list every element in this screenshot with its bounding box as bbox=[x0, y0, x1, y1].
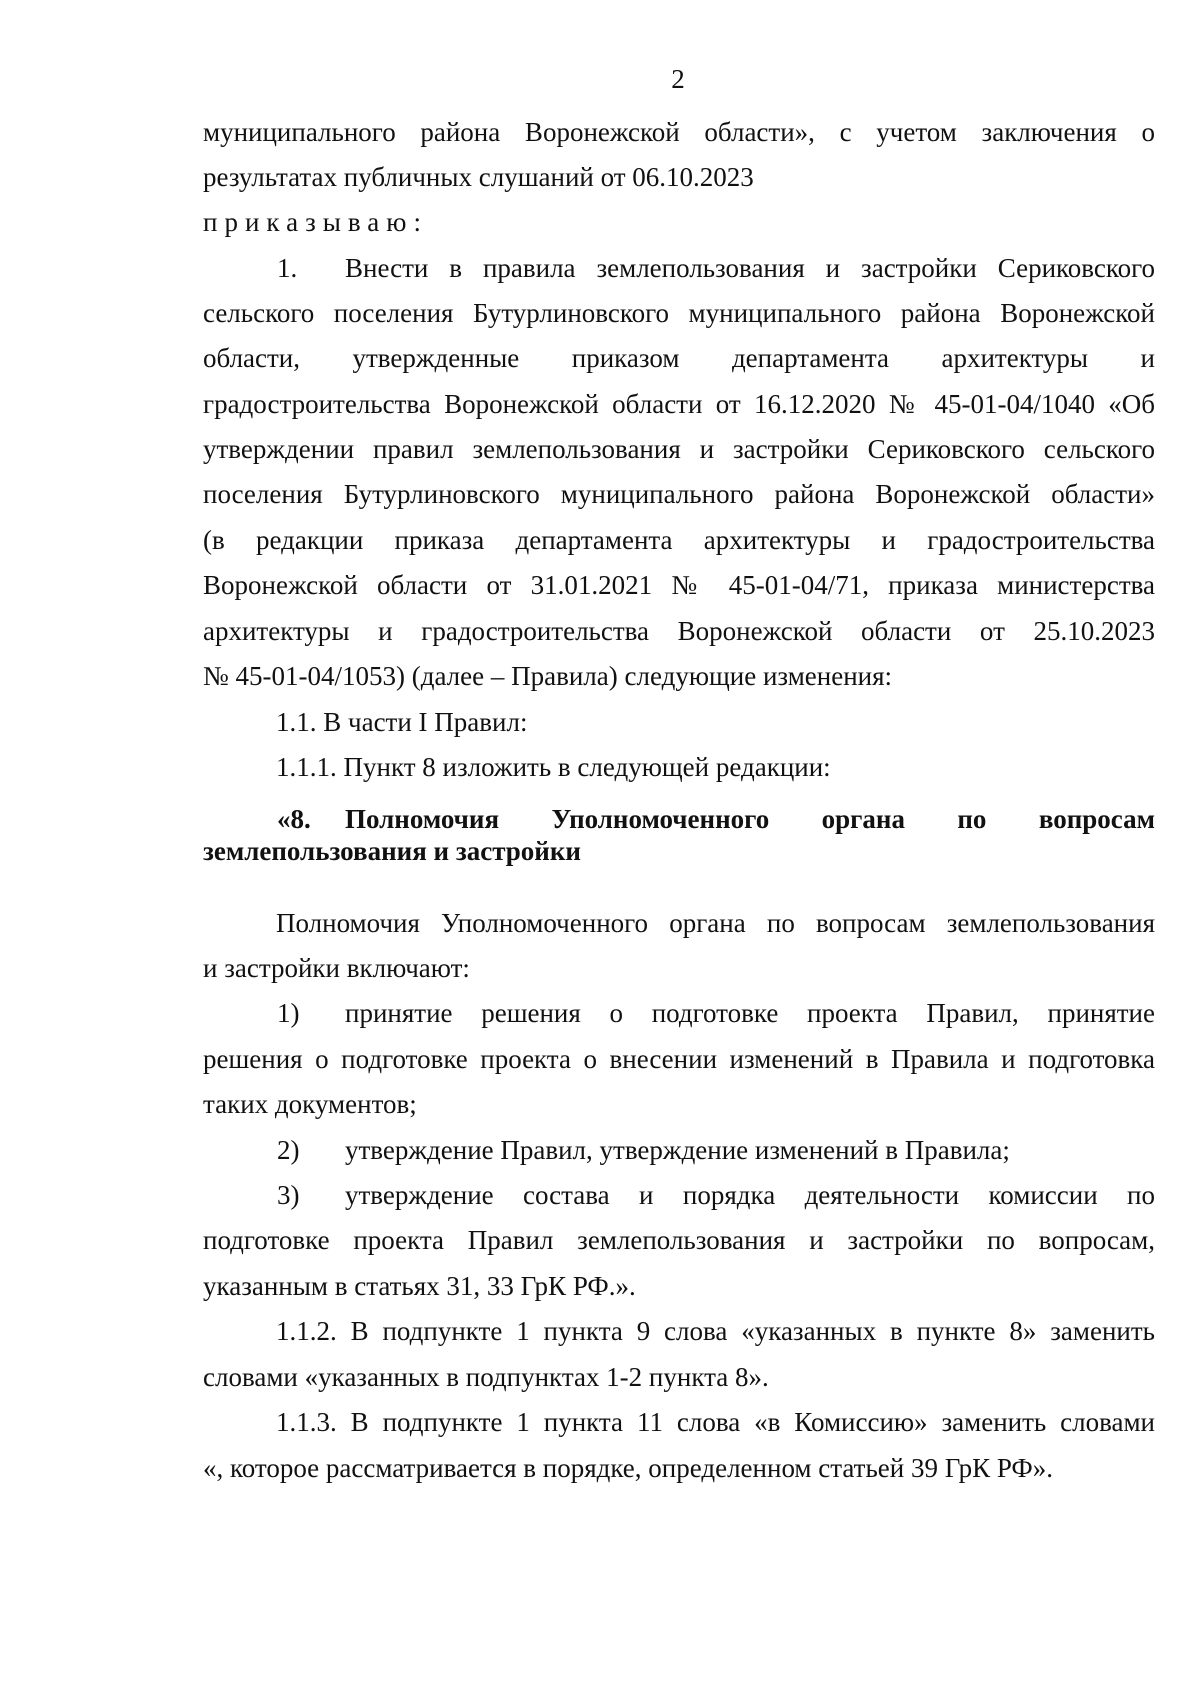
text-line: Полномочия Уполномоченного органа по вопросам землепользования bbox=[276, 908, 1155, 938]
text-line: области, утвержденные приказом департамента архитектуры и bbox=[203, 343, 1155, 373]
text-line: словами «указанных в подпунктах 1-2 пункта 8». bbox=[203, 1362, 769, 1392]
text-line: утверждении правил землепользования и застройки Сериковского сельского bbox=[203, 434, 1155, 464]
order-word: приказываю: bbox=[203, 207, 428, 237]
list-item-number: 1) bbox=[277, 998, 300, 1028]
list-item-number: 2) bbox=[277, 1135, 300, 1165]
text-line: указанным в статьях 31, 33 ГрК РФ.». bbox=[203, 1271, 636, 1301]
text-line: решения о подготовке проекта о внесении изменений в Правила и подготовка bbox=[203, 1044, 1155, 1074]
text-line: подготовке проекта Правил землепользования и застройки по вопросам, bbox=[203, 1225, 1155, 1255]
section-title: землепользования и застройки bbox=[203, 836, 581, 866]
text-line: градостроительства Воронежской области от 16.12.2020 № 45-01-04/1040 «Об bbox=[203, 389, 1155, 419]
subsection-heading: 1.1. В части I Правил: bbox=[276, 707, 528, 737]
text-line: результатах публичных слушаний от 06.10.2023 bbox=[203, 162, 754, 192]
text-line: и застройки включают: bbox=[203, 953, 470, 983]
text-line: таких документов; bbox=[203, 1089, 417, 1119]
text-line: утверждение состава и порядка деятельности комиссии по bbox=[345, 1180, 1155, 1210]
text-line: 1.1.2. В подпункте 1 пункта 9 слова «указанных в пункте 8» заменить bbox=[276, 1316, 1155, 1346]
item-number: 1. bbox=[277, 253, 298, 283]
text-line: сельского поселения Бутурлиновского муниципального района Воронежской bbox=[203, 298, 1155, 328]
text-line: (в редакции приказа департамента архитектуры и градостроительства bbox=[203, 525, 1155, 555]
text-line: архитектуры и градостроительства Воронежской области от 25.10.2023 bbox=[203, 616, 1155, 646]
text-line: 1.1.1. Пункт 8 изложить в следующей редакции: bbox=[276, 752, 831, 782]
text-line: 1.1.3. В подпункте 1 пункта 11 слова «в Комиссию» заменить словами bbox=[276, 1407, 1155, 1437]
section-number: «8. bbox=[277, 804, 311, 834]
text-line: муниципального района Воронежской области», с учетом заключения о bbox=[203, 117, 1155, 147]
text-line: принятие решения о подготовке проекта Правил, принятие bbox=[345, 998, 1155, 1028]
text-line: утверждение Правил, утверждение изменений в Правила; bbox=[345, 1135, 1010, 1165]
text-line: Внести в правила землепользования и застройки Сериковского bbox=[345, 253, 1155, 283]
text-line: поселения Бутурлиновского муниципального района Воронежской области» bbox=[203, 479, 1155, 509]
list-item-number: 3) bbox=[277, 1180, 300, 1210]
text-line: Воронежской области от 31.01.2021 № 45-01-04/71, приказа министерства bbox=[203, 570, 1155, 600]
text-line: № 45-01-04/1053) (далее – Правила) следующие изменения: bbox=[203, 661, 893, 691]
section-title: Полномочия Уполномоченного органа по вопросам bbox=[345, 804, 1155, 834]
text-line: «, которое рассматривается в порядке, определенном статьей 39 ГрК РФ». bbox=[203, 1453, 1054, 1483]
page-number: 2 bbox=[671, 64, 685, 94]
